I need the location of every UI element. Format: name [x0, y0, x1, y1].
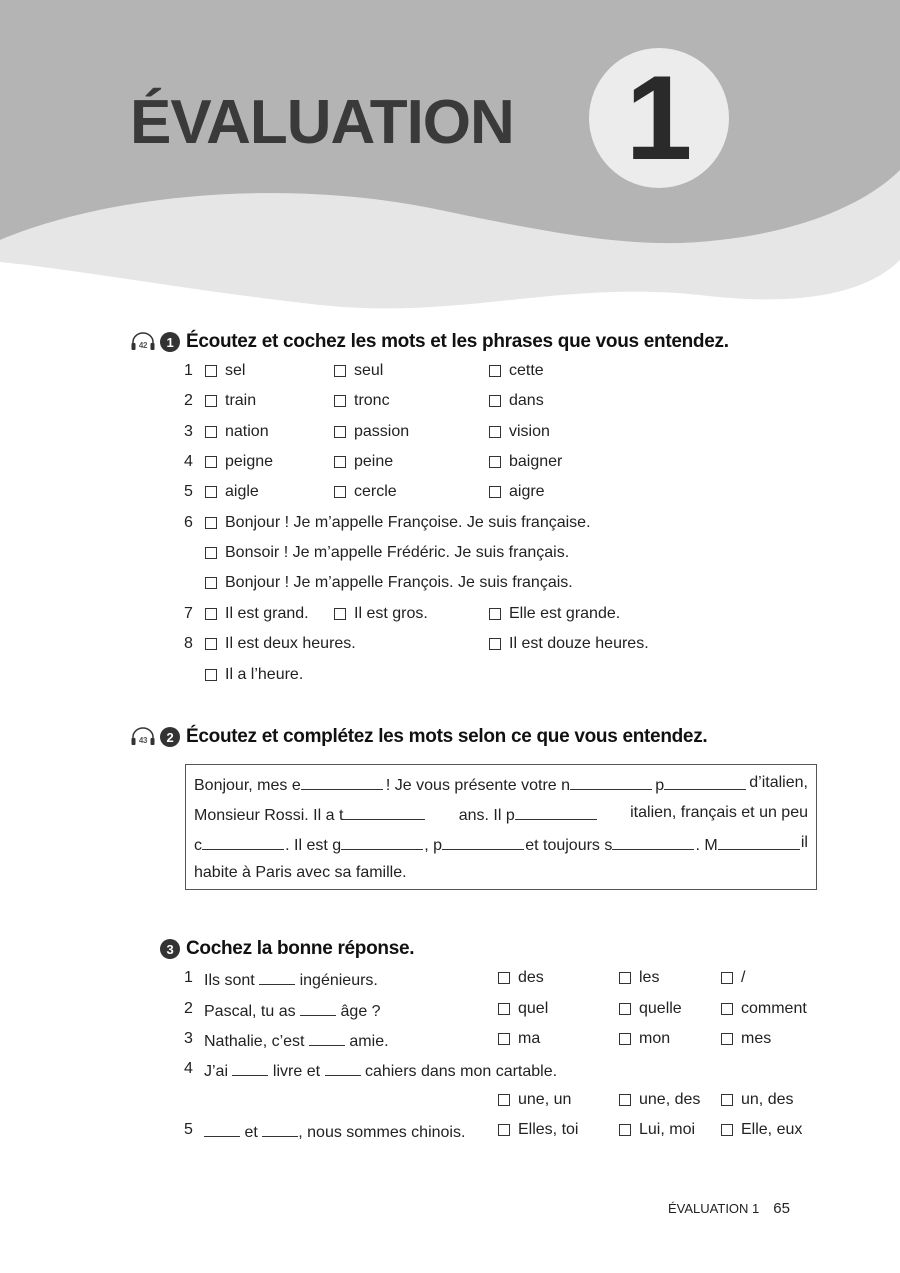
option-checkbox[interactable]: [334, 422, 409, 442]
option-label: quelle: [639, 1000, 682, 1017]
text-fragment: ! Je vous présente votre n: [385, 777, 571, 794]
checkbox[interactable]: [489, 426, 501, 438]
checkbox[interactable]: [334, 456, 346, 468]
text-fragment: Bonjour, mes e: [194, 777, 301, 794]
option-label: Il a l’heure.: [225, 666, 304, 683]
checkbox[interactable]: [498, 1003, 510, 1015]
option-label: cercle: [354, 483, 397, 500]
option-label: nation: [225, 423, 269, 440]
question-number: 2: [184, 392, 193, 409]
option-label: aigre: [509, 483, 545, 500]
option-label: comment: [741, 1000, 807, 1017]
text-fragment: habite à Paris avec sa famille.: [194, 864, 407, 881]
option-checkbox[interactable]: [205, 543, 569, 565]
text-fragment: c: [194, 837, 202, 854]
blank-field[interactable]: [300, 999, 336, 1016]
checkbox[interactable]: [721, 1003, 733, 1015]
checkbox[interactable]: [205, 669, 217, 681]
option-checkbox[interactable]: [489, 604, 620, 624]
text-fragment: p: [655, 777, 665, 794]
checkbox[interactable]: [489, 638, 501, 650]
text-line: [194, 803, 808, 826]
text-fragment: Monsieur Rossi. Il a t: [194, 807, 344, 824]
checkbox[interactable]: [205, 486, 217, 498]
option-label: une, des: [639, 1091, 701, 1108]
option-label: vision: [509, 423, 550, 440]
checkbox[interactable]: [205, 426, 217, 438]
option-label: dans: [509, 392, 544, 409]
blank-field[interactable]: [718, 833, 800, 850]
checkbox[interactable]: [721, 1124, 733, 1136]
option-label: Elle est grande.: [509, 605, 621, 622]
checkbox[interactable]: [205, 456, 217, 468]
checkbox[interactable]: [619, 1094, 631, 1106]
fill-in-text-box: [185, 764, 817, 890]
option-label: Bonjour ! Je m’appelle François. Je suis français.: [225, 574, 573, 591]
option-checkbox[interactable]: [205, 604, 309, 624]
checkbox[interactable]: [498, 1124, 510, 1136]
option-checkbox[interactable]: [334, 482, 397, 502]
question-number: 5: [184, 1121, 193, 1138]
option-checkbox[interactable]: [619, 1029, 670, 1049]
option-label: seul: [354, 362, 384, 379]
checkbox[interactable]: [205, 547, 217, 559]
option-label: Bonjour ! Je m’appelle Françoise. Je suis française.: [225, 514, 591, 531]
blank-field[interactable]: [232, 1059, 268, 1076]
footer-label: ÉVALUATION 1: [668, 1201, 760, 1216]
option-checkbox[interactable]: [489, 452, 562, 472]
checkbox[interactable]: [721, 1094, 733, 1106]
checkbox[interactable]: [619, 1003, 631, 1015]
option-checkbox[interactable]: [619, 1090, 700, 1110]
exercise-instruction: Écoutez et cochez les mots et les phrases que vous entendez.: [186, 331, 729, 352]
option-label: les: [639, 969, 660, 986]
checkbox[interactable]: [721, 1033, 733, 1045]
exercise-number: 1: [160, 332, 180, 352]
option-checkbox[interactable]: [205, 482, 259, 502]
option-label: des: [518, 969, 544, 986]
exercise-3-title: [160, 938, 414, 960]
headphones-icon: [130, 332, 156, 352]
option-label: Bonsoir ! Je m’appelle Frédéric. Je suis français.: [225, 544, 570, 561]
checkbox[interactable]: [619, 1124, 631, 1136]
blank-field[interactable]: [570, 773, 652, 790]
blank-field[interactable]: [202, 833, 284, 850]
option-label: aigle: [225, 483, 259, 500]
option-checkbox[interactable]: [489, 482, 545, 502]
option-checkbox[interactable]: [205, 513, 591, 533]
option-label: train: [225, 392, 257, 409]
question-number: 1: [184, 362, 193, 379]
header-background: [0, 0, 900, 320]
blank-field[interactable]: [325, 1059, 361, 1076]
option-label: /: [741, 969, 746, 986]
blank-field[interactable]: [664, 773, 746, 790]
question-text: Ils sont ingénieurs.: [204, 968, 378, 991]
exercise-instruction: Écoutez et complétez les mots selon ce que vous entendez.: [186, 726, 708, 747]
option-checkbox[interactable]: [498, 968, 544, 988]
text-line: [194, 773, 808, 796]
question-number: 2: [184, 1000, 193, 1017]
option-label: Elles, toi: [518, 1121, 579, 1138]
checkbox[interactable]: [334, 365, 346, 377]
blank-field[interactable]: [259, 968, 295, 985]
checkbox[interactable]: [619, 972, 631, 984]
checkbox[interactable]: [205, 638, 217, 650]
question-number: 7: [184, 605, 193, 622]
option-checkbox[interactable]: [489, 361, 544, 381]
option-checkbox[interactable]: [498, 1029, 540, 1049]
option-checkbox[interactable]: [619, 999, 682, 1019]
option-checkbox[interactable]: [205, 361, 245, 381]
option-checkbox[interactable]: [334, 391, 390, 411]
option-checkbox[interactable]: [334, 361, 383, 381]
checkbox[interactable]: [205, 517, 217, 529]
question-number: 1: [184, 969, 193, 986]
option-checkbox[interactable]: [619, 1120, 695, 1140]
option-checkbox[interactable]: [205, 665, 303, 687]
checkbox[interactable]: [721, 972, 733, 984]
text-fragment: . M: [695, 837, 718, 854]
checkbox[interactable]: [489, 608, 501, 620]
question-number: 5: [184, 483, 193, 500]
checkbox[interactable]: [489, 486, 501, 498]
option-label: cette: [509, 362, 544, 379]
option-checkbox[interactable]: [334, 604, 428, 624]
option-label: Elle, eux: [741, 1121, 803, 1138]
text-fragment: . Il est g: [285, 837, 342, 854]
option-checkbox[interactable]: [334, 452, 393, 472]
blank-field[interactable]: [612, 833, 694, 850]
option-checkbox[interactable]: [498, 1090, 571, 1110]
track-number: 42: [138, 341, 148, 350]
option-label: une, un: [518, 1091, 572, 1108]
question-number: 4: [184, 453, 193, 470]
option-label: mon: [639, 1030, 671, 1047]
option-checkbox[interactable]: [721, 968, 745, 988]
option-checkbox[interactable]: [205, 573, 573, 595]
track-number: 43: [138, 736, 148, 745]
checkbox[interactable]: [334, 426, 346, 438]
option-checkbox[interactable]: [498, 1120, 578, 1140]
checkbox[interactable]: [489, 395, 501, 407]
option-label: Lui, moi: [639, 1121, 696, 1138]
option-label: mes: [741, 1030, 772, 1047]
option-label: sel: [225, 362, 246, 379]
blank-field[interactable]: [341, 833, 423, 850]
option-label: Il est gros.: [354, 605, 428, 622]
checkbox[interactable]: [498, 972, 510, 984]
blank-field[interactable]: [515, 803, 597, 820]
exercise-number: 2: [160, 727, 180, 747]
evaluation-number: 1: [625, 51, 693, 185]
option-label: un, des: [741, 1091, 794, 1108]
option-label: tronc: [354, 392, 390, 409]
checkbox[interactable]: [334, 486, 346, 498]
question-number: 6: [184, 514, 193, 531]
text-fragment: il: [800, 834, 808, 851]
text-fragment: d’italien,: [749, 774, 808, 791]
option-checkbox[interactable]: [721, 1120, 802, 1140]
text-fragment: , p: [424, 837, 443, 854]
exercise-instruction: Cochez la bonne réponse.: [186, 938, 415, 959]
text-line: [194, 833, 808, 856]
text-fragment: ans. Il p: [458, 807, 515, 824]
checkbox[interactable]: [334, 395, 346, 407]
option-label: passion: [354, 423, 410, 440]
option-checkbox[interactable]: [489, 634, 649, 654]
option-label: Il est grand.: [225, 605, 309, 622]
headphones-icon: [130, 727, 156, 747]
checkbox[interactable]: [205, 365, 217, 377]
blank-field[interactable]: [442, 833, 524, 850]
option-label: quel: [518, 1000, 549, 1017]
question-text: et , nous sommes chinois.: [204, 1120, 465, 1143]
checkbox[interactable]: [498, 1033, 510, 1045]
checkbox[interactable]: [205, 577, 217, 589]
question-text: J’ai livre et cahiers dans mon cartable.: [204, 1059, 557, 1082]
text-line: [194, 863, 808, 883]
question-number: 8: [184, 635, 193, 652]
question-number: 3: [184, 1030, 193, 1047]
exercise-2-title: [130, 726, 707, 748]
option-checkbox[interactable]: [498, 999, 548, 1019]
question-text: Nathalie, c’est amie.: [204, 1029, 389, 1052]
question-number: 4: [184, 1060, 193, 1077]
checkbox[interactable]: [205, 395, 217, 407]
blank-field[interactable]: [343, 803, 425, 820]
option-checkbox[interactable]: [205, 452, 273, 472]
text-fragment: et toujours s: [525, 837, 613, 854]
exercise-1-title: [130, 331, 729, 353]
page-number: 65: [773, 1200, 790, 1217]
option-checkbox[interactable]: [619, 968, 659, 988]
option-checkbox[interactable]: [721, 999, 807, 1019]
page-footer: [668, 1200, 790, 1217]
option-label: Il est douze heures.: [509, 635, 649, 652]
option-checkbox[interactable]: [721, 1090, 793, 1110]
option-label: baigner: [509, 453, 563, 470]
checkbox[interactable]: [619, 1033, 631, 1045]
checkbox[interactable]: [334, 608, 346, 620]
checkbox[interactable]: [489, 456, 501, 468]
option-label: ma: [518, 1030, 541, 1047]
blank-field[interactable]: [301, 773, 383, 790]
checkbox[interactable]: [489, 365, 501, 377]
checkbox[interactable]: [205, 608, 217, 620]
option-checkbox[interactable]: [205, 391, 256, 411]
question-number: 3: [184, 423, 193, 440]
option-checkbox[interactable]: [721, 1029, 771, 1049]
option-label: peine: [354, 453, 394, 470]
blank-field[interactable]: [262, 1120, 298, 1137]
evaluation-number-badge: [589, 48, 729, 188]
text-fragment: italien, français et un peu: [630, 804, 808, 821]
option-label: Il est deux heures.: [225, 635, 356, 652]
option-checkbox[interactable]: [205, 422, 269, 442]
exercise-number: 3: [160, 939, 180, 959]
question-text: Pascal, tu as âge ?: [204, 999, 381, 1022]
option-label: peigne: [225, 453, 274, 470]
option-checkbox[interactable]: [205, 634, 356, 654]
blank-field[interactable]: [204, 1120, 240, 1137]
checkbox[interactable]: [498, 1094, 510, 1106]
page-title: ÉVALUATION: [130, 88, 514, 157]
blank-field[interactable]: [309, 1029, 345, 1046]
option-checkbox[interactable]: [489, 422, 550, 442]
option-checkbox[interactable]: [489, 391, 544, 411]
